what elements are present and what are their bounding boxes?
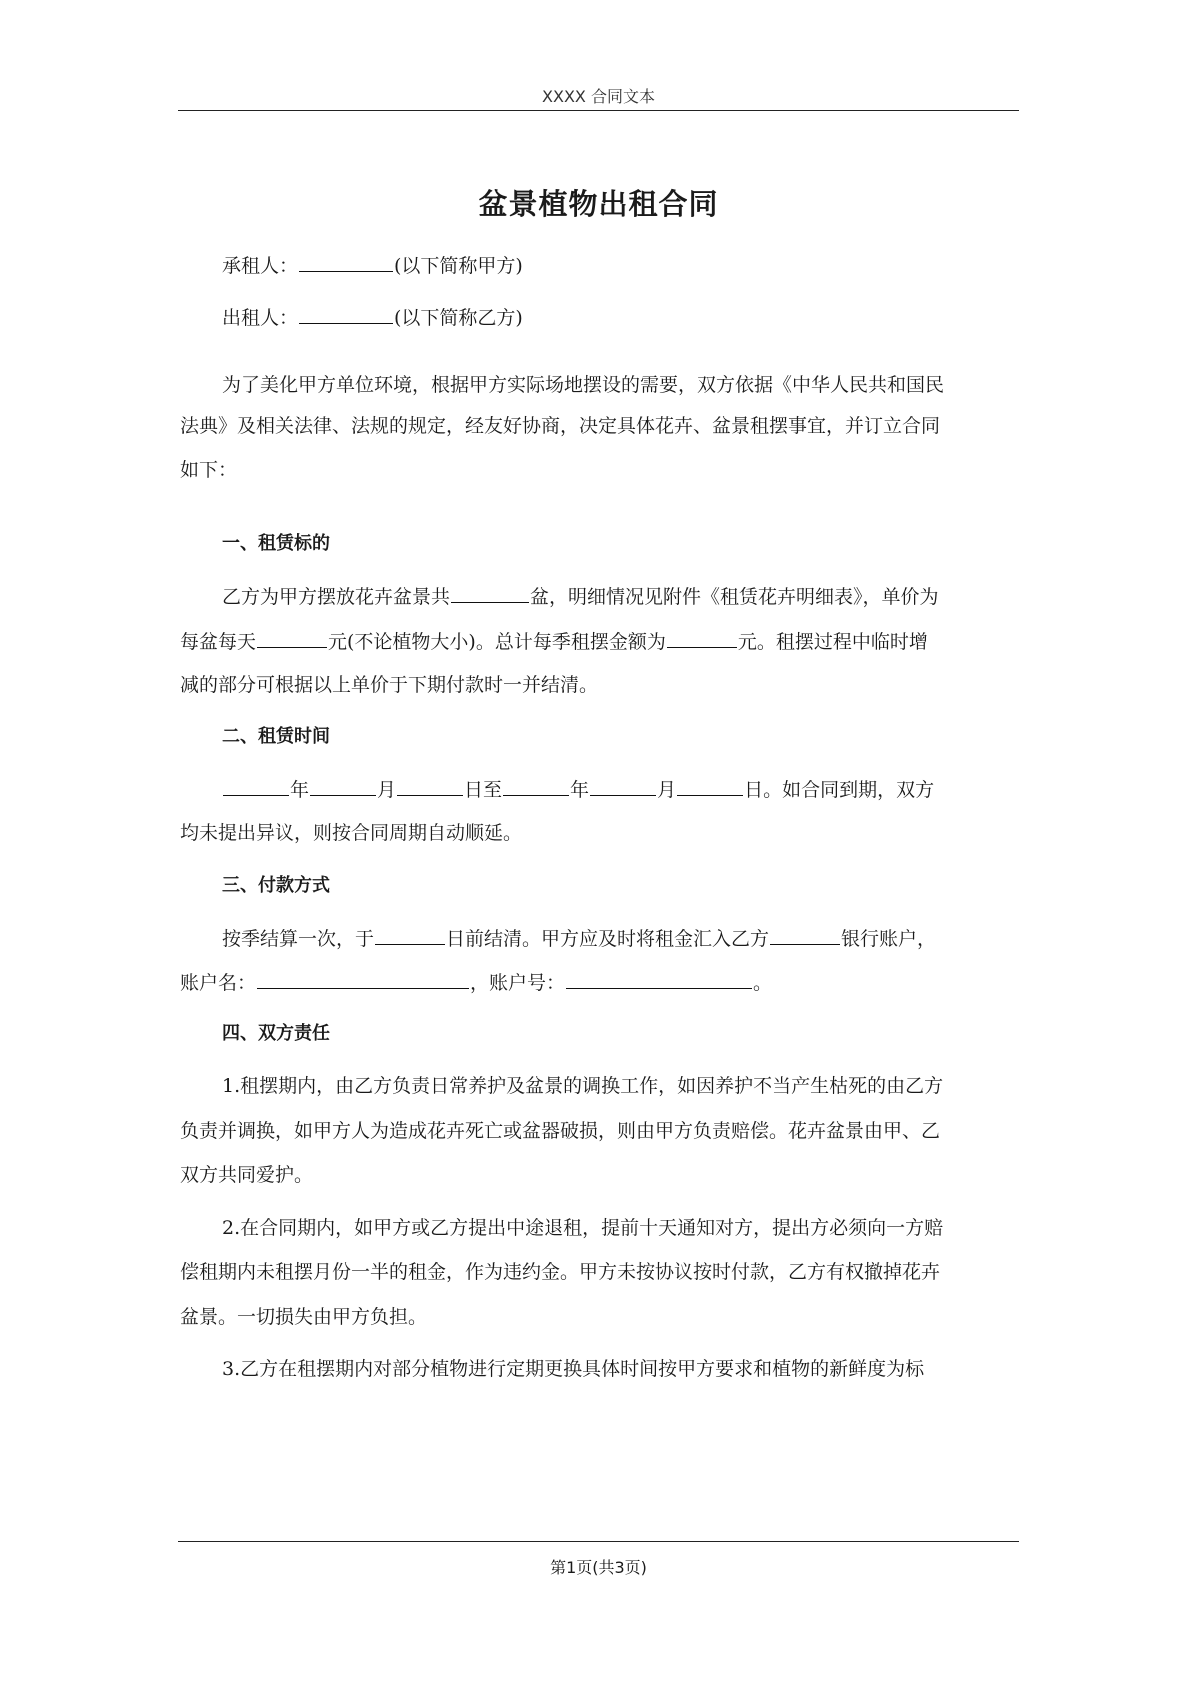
preamble-line: 法典》及相关法律、法规的规定，经友好协商，决定具体花卉、盆景租摆事宜，并订立合同 xyxy=(180,415,941,437)
lessee-blank[interactable] xyxy=(299,250,393,272)
s1-text: 每盆每天 xyxy=(180,631,257,653)
s4-line: 2.在合同期内，如甲方或乙方提出中途退租，提前十天通知对方，提出方必须向一方赔 xyxy=(222,1217,944,1239)
bank-blank[interactable] xyxy=(770,923,840,945)
s1-line xyxy=(222,581,1020,612)
lessor-line xyxy=(222,302,1020,333)
s4-line: 负责并调换，如甲方人为造成花卉死亡或盆器破损，则由甲方负责赔偿。花卉盆景由甲、乙 xyxy=(180,1120,941,1142)
s3-text: 银行账户， xyxy=(841,928,937,950)
footer-divider xyxy=(178,1541,1019,1542)
s4-line: 盆景。一切损失由甲方负担。 xyxy=(180,1306,428,1328)
s4-line: 双方共同爱护。 xyxy=(180,1164,314,1186)
pay-day-blank[interactable] xyxy=(375,923,445,945)
lessee-note: (以下简称甲方) xyxy=(394,255,523,277)
page-header: XXXX 合同文本 xyxy=(542,87,655,106)
s3-text: 。 xyxy=(753,972,773,994)
section-heading: 三、付款方式 xyxy=(222,875,330,896)
section-heading: 四、双方责任 xyxy=(222,1023,330,1044)
s2-text: 日至 xyxy=(464,779,503,801)
start-year-blank[interactable] xyxy=(223,774,289,796)
s4-line: 3.乙方在租摆期内对部分植物进行定期更换具体时间按甲方要求和植物的新鲜度为标 xyxy=(222,1358,925,1380)
account-name-blank[interactable] xyxy=(257,967,469,989)
s1-text: 元。租摆过程中临时增 xyxy=(737,631,928,653)
lessee-label: 承租人： xyxy=(222,255,299,277)
page-number: 第1页(共3页) xyxy=(550,1558,647,1577)
s1-text: 元(不论植物大小)。总计每季租摆金额为 xyxy=(328,631,666,653)
s1-line: 减的部分可根据以上单价于下期付款时一并结清。 xyxy=(180,674,599,696)
s1-line xyxy=(180,626,1020,657)
s2-text: 年 xyxy=(290,779,310,801)
end-month-blank[interactable] xyxy=(590,774,656,796)
quarter-total-blank[interactable] xyxy=(667,626,737,648)
s2-text: 月 xyxy=(377,779,397,801)
document-title: 盆景植物出租合同 xyxy=(478,187,719,221)
s3-text: ，账户号： xyxy=(470,972,566,994)
pot-count-blank[interactable] xyxy=(451,581,529,603)
end-year-blank[interactable] xyxy=(503,774,569,796)
preamble-line: 为了美化甲方单位环境，根据甲方实际场地摆设的需要，双方依据《中华人民共和国民 xyxy=(222,374,945,396)
lessor-note: (以下简称乙方) xyxy=(394,307,523,329)
s3-line xyxy=(222,923,1020,954)
section-heading: 一、租赁标的 xyxy=(222,533,330,554)
s2-line: 均未提出异议，则按合同周期自动顺延。 xyxy=(180,822,523,844)
header-divider xyxy=(178,110,1019,111)
s3-line xyxy=(180,967,1020,998)
s3-text: 账户名： xyxy=(180,972,257,994)
end-day-blank[interactable] xyxy=(677,774,743,796)
s1-text: 盆，明细情况见附件《租赁花卉明细表》，单价为 xyxy=(530,586,939,608)
start-day-blank[interactable] xyxy=(397,774,463,796)
lessee-line xyxy=(222,250,1020,281)
s3-text: 按季结算一次，于 xyxy=(222,928,375,950)
s4-line: 偿租期内未租摆月份一半的租金，作为违约金。甲方未按协议按时付款，乙方有权撤掉花卉 xyxy=(180,1261,941,1283)
lessor-blank[interactable] xyxy=(299,302,393,324)
s3-text: 日前结清。甲方应及时将租金汇入乙方 xyxy=(446,928,770,950)
s2-text: 年 xyxy=(570,779,590,801)
s4-line: 1.租摆期内，由乙方负责日常养护及盆景的调换工作，如因养护不当产生枯死的由乙方 xyxy=(222,1075,944,1097)
unit-price-blank[interactable] xyxy=(257,626,327,648)
s1-text: 乙方为甲方摆放花卉盆景共 xyxy=(222,586,451,608)
lessor-label: 出租人： xyxy=(222,307,299,329)
start-month-blank[interactable] xyxy=(310,774,376,796)
s2-text: 月 xyxy=(657,779,677,801)
s2-text: 日。如合同到期，双方 xyxy=(744,779,935,801)
s2-line xyxy=(222,774,1020,805)
section-heading: 二、租赁时间 xyxy=(222,726,330,747)
account-number-blank[interactable] xyxy=(566,967,752,989)
preamble-line: 如下： xyxy=(180,459,238,481)
